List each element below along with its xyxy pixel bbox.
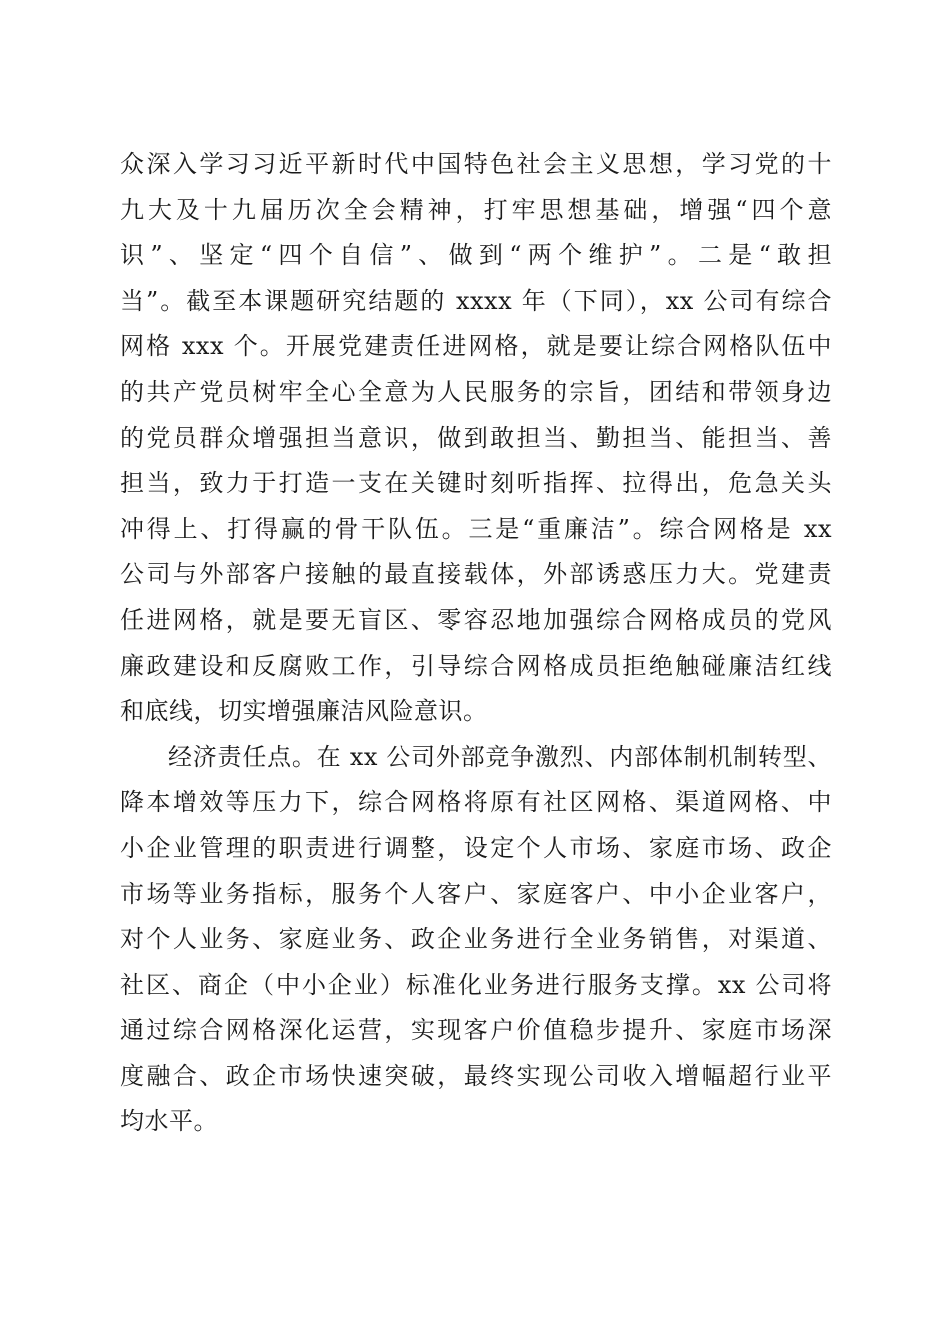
text-line: 廉政建设和反腐败工作，引导综合网格成员拒绝触碰廉洁红线: [120, 651, 832, 680]
text-line: 度融合、政企市场快速突破，最终实现公司收入增幅超行业平: [120, 1061, 832, 1090]
text-line: 的党员群众增强担当意识，做到敢担当、勤担当、能担当、善: [120, 423, 832, 452]
paragraph-end-line: 和底线，切实增强廉洁风险意识。: [120, 697, 488, 726]
text-line: 众深入学习习近平新时代中国特色社会主义思想，学习党的十: [120, 150, 832, 178]
body-text: [120, 142, 832, 1145]
text-line: 九大及十九届历次全会精神，打牢思想基础，增强“四个意: [120, 195, 832, 224]
text-line: 社区、商企（中小企业）标准化业务进行服务支撑。xx 公司将: [120, 970, 832, 999]
text-line: 对个人业务、家庭业务、政企业务进行全业务销售，对渠道、: [120, 925, 832, 954]
text-line: 识”、坚定“四个自信”、做到“两个维护”。二是“敢担: [120, 241, 832, 270]
text-line: 小企业管理的职责进行调整，设定个人市场、家庭市场、政企: [120, 833, 832, 862]
text-line: 冲得上、打得赢的骨干队伍。三是“重廉洁”。综合网格是 xx: [120, 514, 832, 543]
text-line: 担当，致力于打造一支在关键时刻听指挥、拉得出，危急关头: [120, 469, 832, 498]
text-line: 的共产党员树牢全心全意为人民服务的宗旨，团结和带领身边: [120, 377, 832, 406]
paragraph-start-line: 经济责任点。在 xx 公司外部竞争激烈、内部体制机制转型、: [168, 742, 832, 771]
text-line: 降本增效等压力下，综合网格将原有社区网格、渠道网格、中: [120, 788, 832, 817]
text-line: 公司与外部客户接触的最直接载体，外部诱惑压力大。党建责: [120, 560, 832, 589]
text-line: 任进网格，就是要无盲区、零容忍地加强综合网格成员的党风: [120, 605, 832, 634]
text-line: 当”。截至本课题研究结题的 xxxx 年（下同），xx 公司有综合: [120, 286, 832, 315]
paragraph-end-line: 均水平。: [120, 1107, 218, 1136]
text-line: 网格 xxx 个。开展党建责任进网格，就是要让综合网格队伍中: [120, 332, 832, 361]
text-line: 市场等业务指标，服务个人客户、家庭客户、中小企业客户，: [120, 879, 832, 908]
text-line: 通过综合网格深化运营，实现客户价值稳步提升、家庭市场深: [120, 1016, 832, 1045]
